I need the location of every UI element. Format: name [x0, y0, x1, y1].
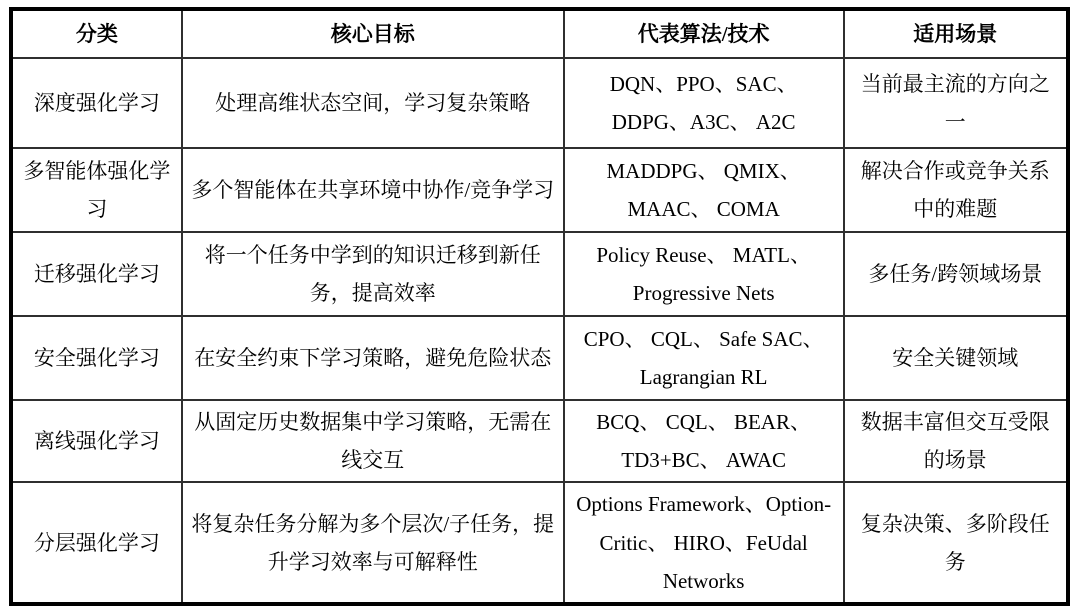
cell-algorithms: CPO、 CQL、 Safe SAC、Lagrangian RL — [564, 316, 844, 400]
cell-algorithms: DQN、PPO、SAC、DDPG、A3C、 A2C — [564, 58, 844, 148]
table-row-transfer-rl — [11, 232, 1068, 316]
table-row-safe-rl — [11, 316, 1068, 400]
cell-goal: 在安全约束下学习策略，避免危险状态 — [182, 316, 564, 400]
header-cell-goal: 核心目标 — [182, 9, 564, 58]
cell-scenario: 安全关键领域 — [844, 316, 1068, 400]
table-row-hierarchical-rl — [11, 482, 1068, 604]
cell-algorithms: Policy Reuse、 MATL、Progressive Nets — [564, 232, 844, 316]
cell-category: 安全强化学习 — [11, 316, 182, 400]
cell-scenario: 复杂决策、多阶段任务 — [844, 482, 1068, 604]
cell-goal: 将一个任务中学到的知识迁移到新任务，提高效率 — [182, 232, 564, 316]
cell-scenario: 多任务/跨领域场景 — [844, 232, 1068, 316]
cell-goal: 从固定历史数据集中学习策略，无需在线交互 — [182, 400, 564, 482]
cell-goal: 处理高维状态空间，学习复杂策略 — [182, 58, 564, 148]
cell-algorithms: BCQ、 CQL、 BEAR、TD3+BC、 AWAC — [564, 400, 844, 482]
cell-scenario: 当前最主流的方向之一 — [844, 58, 1068, 148]
header-cell-category: 分类 — [11, 9, 182, 58]
header-row — [11, 9, 1068, 58]
table-row-offline-rl — [11, 400, 1068, 482]
cell-category: 深度强化学习 — [11, 58, 182, 148]
table-row-multi-agent-rl — [11, 148, 1068, 232]
table-row-deep-rl — [11, 58, 1068, 148]
cell-algorithms: Options Framework、Option-Critic、 HIRO、FeUdal Networks — [564, 482, 844, 604]
rl-categories-table — [9, 7, 1070, 606]
cell-category: 多智能体强化学习 — [11, 148, 182, 232]
cell-category: 分层强化学习 — [11, 482, 182, 604]
cell-scenario: 数据丰富但交互受限的场景 — [844, 400, 1068, 482]
cell-goal: 将复杂任务分解为多个层次/子任务，提升学习效率与可解释性 — [182, 482, 564, 604]
cell-goal: 多个智能体在共享环境中协作/竞争学习 — [182, 148, 564, 232]
header-cell-algorithms: 代表算法/技术 — [564, 9, 844, 58]
header-cell-scenario: 适用场景 — [844, 9, 1068, 58]
cell-algorithms: MADDPG、 QMIX、MAAC、 COMA — [564, 148, 844, 232]
cell-category: 离线强化学习 — [11, 400, 182, 482]
cell-category: 迁移强化学习 — [11, 232, 182, 316]
cell-scenario: 解决合作或竞争关系中的难题 — [844, 148, 1068, 232]
